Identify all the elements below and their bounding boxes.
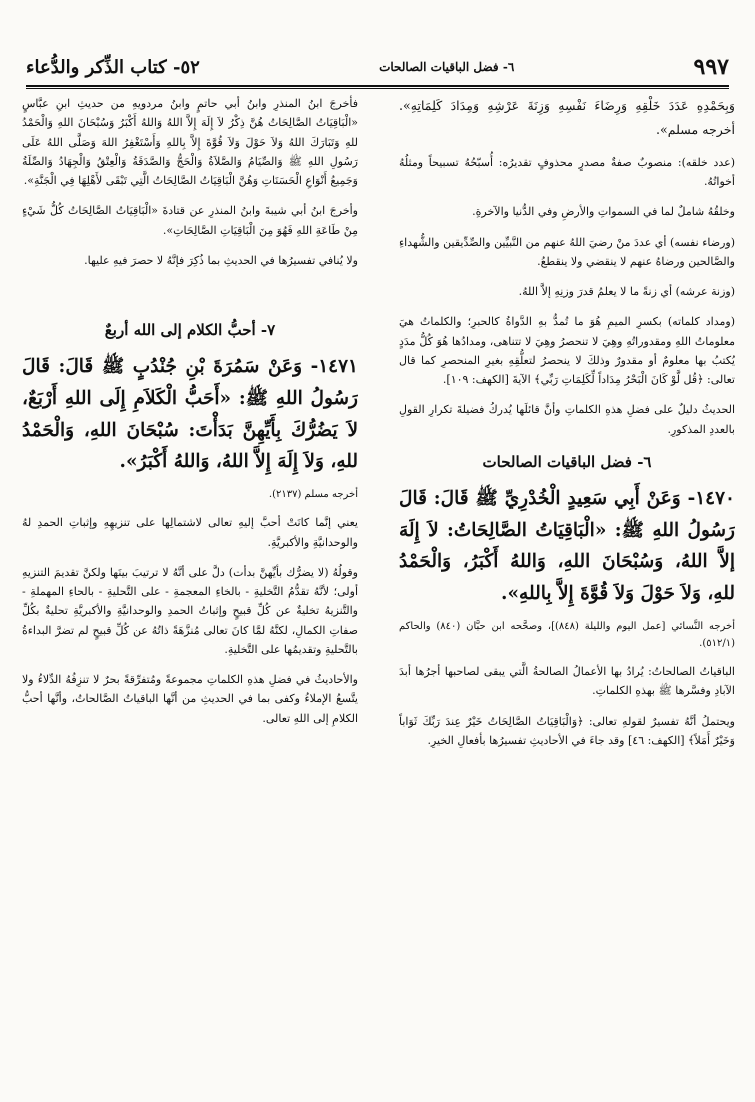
commentary-paragraph: ولا يُنافي تفسيرُها في الحديثِ بما ذُكِرَ فإنَّهُ لا حصرَ فيهِ عليها. [84,253,358,267]
running-book-title: ٥٢- كتاب الذِّكر والدُّعاء [26,56,200,78]
commentary-paragraph: (عدد خلقه): منصوبٌ صفةٌ مصدرٍ محذوفٍ تقديرُه: أُسبّحُهُ تسبيحاً ومثلُهُ أخواتُهُ. [399,155,735,189]
commentary-paragraph: وأخرجَ ابنُ أبي شيبةَ وابنُ المنذرِ عن قتادةَ «الْبَاقِيَاتُ الصَّالِحَاتُ كُلُّ شَيْءٍ مِنْ طَاعَةِ اللهِ فَهُوَ مِنَ الْبَاقِيَاتِ الصَّالِحَاتِ». [22,204,358,237]
commentary-paragraph: وقولُهُ (لا يضرُّك بأيِّهنَّ بدأت) دلَّ على أنَّهُ لا ترتيبَ بينَها ولكنَّ تقديمَ التنزيهِ أولى؛ لأنَّهُ تقدُّمُ التَّخليةِ - بالخاءِ المعجمةِ - على التَّحليةِ - بالحاءِ المهملةِ - والتَّنزيهُ تخليةٌ عن كُلِّ قبيحٍ وإثباتُ الحمدِ والوحدانيَّةِ والأكبريَّةِ تحليةٌ بكُلِّ صفاتِ الكمالِ، لكنَّهُ لمَّا كانَ تعالى مُنزَّهَةً ذاتُهُ عن كُلِّ قبيحٍ لم تضرَّ البداءةُ بالتَّحليةِ وتقديمُها على التَّخليةِ. [22,565,358,656]
page-number: ٩٩٧ [693,54,729,80]
page-header [26,52,729,82]
running-chapter-title: ٦- فضل الباقيات الصالحات [379,60,515,74]
commentary-paragraph: وخلقُهُ شاملٌ لما في السمواتِ والأرضِ وفي الدُّنيا والآخرةِ. [472,205,735,219]
hadith-takhrij: أخرجه النَّسائي [عمل اليوم والليلة (٨٤٨)]، وصحَّحه ابن حبَّان (٨٤٠) والحاكم (٥١٢/١). [399,621,735,650]
commentary-paragraph: (ومداد كلماته) بكسرِ الميمِ هُوَ ما تُمدُّ بهِ الدَّواةُ كالحبرِ؛ والكلماتُ هيَ معلوماتُ اللهِ ومقدوراتُهِ وهِيَ لا تنحصرُ وهِيَ لا تتناهى، ومدادُها هُوَ كُلُّ مدَدٍ يُكتبُ بها معلومٌ أو مقدورٌ وذلكَ لا ينحصرُ لتعلُّقِهِ بغيرِ المنحصرِ كما قال تعالى: ﴿قُل لَّوْ كَانَ الْبَحْرُ مِدَاداً لِّكَلِمَاتِ رَبِّي﴾ الآيةَ [الكهف: ١٠٩]. [399,315,735,387]
commentary-paragraph: الباقياتُ الصالحاتُ: يُرادُ بها الأعمالُ الصالحةُ الَّتي يبقى لصاحبها أجرُها أبدَ الآبادِ وفسَّرها ﷺ بهذهِ الكلماتِ. [399,665,735,698]
commentary-paragraph: الحديثُ دليلٌ على فضلِ هذهِ الكلماتِ وأنَّ قائلَها يُدركُ فضيلةَ تكرارِ القولِ بالعددِ المذكورِ. [399,403,735,436]
commentary-paragraph: فأخرجَ ابنُ المنذرِ وابنُ أبي حاتمٍ وابنُ مردويهِ من حديثِ ابنِ عبَّاسٍ «الْبَاقِيَاتُ الصَّالِحَاتُ هُنَّ ذِكْرُ لاَ إِلَهَ إِلاَّ اللهُ وَاللهُ أَكْبَرُ وَسُبْحَانَ اللهِ وَالْحَمْدُ للهِ وَتَبَارَكَ اللهُ وَلاَ حَوْلَ وَلاَ قُوَّةَ إِلاَّ بِاللهِ وَأَسْتَغْفِرُ اللهَ وَصَلَّى اللهُ عَلَى رَسُولِ اللهِ ﷺ وَالصِّيَامُ وَالصَّلاَةُ وَالْحَجُّ وَالصَّدَقَةُ وَالْعِتْقُ وَالْجِهَادُ وَالصِّلَةُ وَجَمِيعُ أَنْوَاعِ الْحَسَنَاتِ وَهُنَّ الْبَاقِيَاتُ الصَّالِحَاتُ الَّتِي تَبْقَى لأَهْلِهَا فِي الْجَنَّةِ». [22,97,358,187]
section-heading: ٦- فضل الباقيات الصالحات [482,452,652,471]
commentary-paragraph: (ورضاء نفسه) أي عددَ منْ رضيَ اللهُ عنهم من النَّبيِّين والصِّدِّيقين والشُّهداءِ والصَّالحين ورضاهُ عنهم لا ينقضي ولا ينقطعُ. [399,235,735,268]
header-rule [26,85,729,87]
header-rule-thin [26,88,729,89]
paragraph: وَبِحَمْدِهِ عَدَدَ خَلْقِهِ وَرِضَاءَ نَفْسِهِ وَزِنَةَ عَرْشِهِ وَمِدَادَ كَلِمَاتِهِ». أخرجه مسلم». [399,98,735,137]
commentary-paragraph: ويحتملُ أنَّهُ تفسيرٌ لقولهِ تعالى: ﴿وَالْبَاقِيَاتُ الصَّالِحَاتُ خَيْرٌ عِندَ رَبِّكَ ثَوَاباً وَخَيْرٌ أَمَلاً﴾ [الكهف: ٤٦] وقد جاءَ في الأحاديثِ تفسيرُها بأفعالِ الخيرِ. [399,714,735,747]
commentary-paragraph: (وزنة عرشه) أي زنةً ما لا يعلمُ قدرَ وزنِهِ إلاَّ اللهُ. [518,285,735,299]
hadith-takhrij: أخرجه مسلم (٢١٣٧). [268,489,358,501]
right-column [399,94,735,1082]
commentary-paragraph: يعني إنَّما كانَتْ أحبَّ إليهِ تعالى لاشتمالِها على تنزيهِهِ وإثباتِ الحمدِ لهُ والوحدانيَّةِ والأكبريَّةِ. [22,516,358,549]
left-column [22,94,358,1082]
hadith-text: ١٤٧١- وَعَنْ سَمُرَةَ بْنِ جُنْدُبٍ ﷺ قَالَ: قَالَ رَسُولُ اللهِ ﷺ: «أَحَبُّ الْكَلاَمِ إِلَى اللهِ أَرْبَعٌ، لاَ يَضُرُّكَ بِأَيِّهِنَّ بَدَأْتَ: سُبْحَانَ اللهِ، وَالْحَمْدُ للهِ، وَلاَ إِلَهَ إِلاَّ اللهُ، وَاللهُ أَكْبَرُ». [22,356,358,473]
section-heading: ٧- أحبُّ الكلام إلى الله أربعٌ [104,321,276,339]
commentary-paragraph: والأحاديثُ في فضلِ هذهِ الكلماتِ مجموعةً ومُتفرِّقةً بحرٌ لا تنزِفُهُ الدِّلاءُ ولا يتَّسعُ الإملاءُ وكفى بما في الحديثِ من أنَّها الباقياتُ الصَّالحاتُ، وأنَّها أحبُّ الكلامِ إلى اللهِ تعالى. [22,673,358,725]
hadith-text: ١٤٧٠- وَعَنْ أَبِي سَعِيدٍ الْخُدْرِيِّ ﷺ قَالَ: قَالَ رَسُولُ اللهِ ﷺ: «الْبَاقِيَاتُ الصَّالِحَاتُ: لاَ إِلَهَ إلاَّ اللهُ، وَسُبْحَانَ اللهِ، وَاللهُ أَكْبَرُ، وَالْحَمْدُ للهِ، وَلاَ حَوْلَ وَلاَ قُوَّةَ إِلاَّ بِاللهِ». [399,487,735,605]
